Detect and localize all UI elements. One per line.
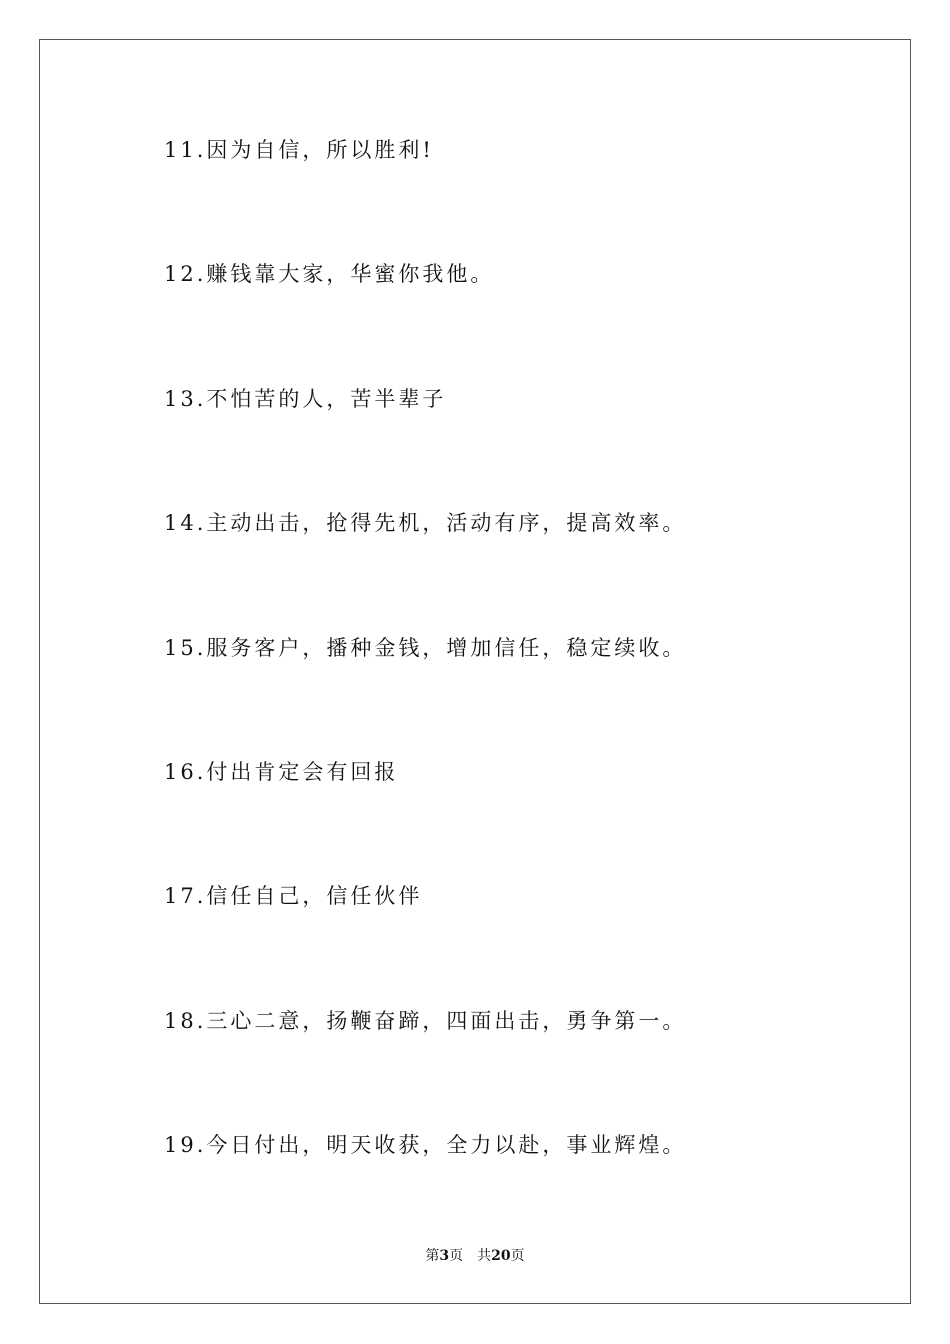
list-item: 19.今日付出，明天收获，全力以赴，事业辉煌。 (164, 1133, 687, 1157)
page-suffix: 页 (449, 1248, 464, 1264)
list-item: 13.不怕苦的人，苦半辈子 (164, 387, 447, 411)
page-frame (39, 39, 911, 1304)
list-item: 16.付出肯定会有回报 (164, 760, 399, 784)
page-prefix: 第 (425, 1248, 440, 1264)
total-suffix: 页 (510, 1248, 525, 1264)
list-item: 14.主动出击，抢得先机，活动有序，提高效率。 (164, 511, 687, 535)
total-prefix: 共 (477, 1248, 492, 1264)
list-item: 17.信任自己，信任伙伴 (164, 884, 423, 908)
page-number: 3 (439, 1248, 450, 1264)
list-item: 11.因为自信，所以胜利! (164, 138, 434, 162)
list-item: 18.三心二意，扬鞭奋蹄，四面出击，勇争第一。 (164, 1009, 687, 1033)
list-item: 15.服务客户，播种金钱，增加信任，稳定续收。 (164, 636, 687, 660)
list-item: 12.赚钱靠大家，华蜜你我他。 (164, 262, 495, 286)
page-total: 20 (491, 1248, 511, 1264)
page-footer (0, 1249, 950, 1263)
